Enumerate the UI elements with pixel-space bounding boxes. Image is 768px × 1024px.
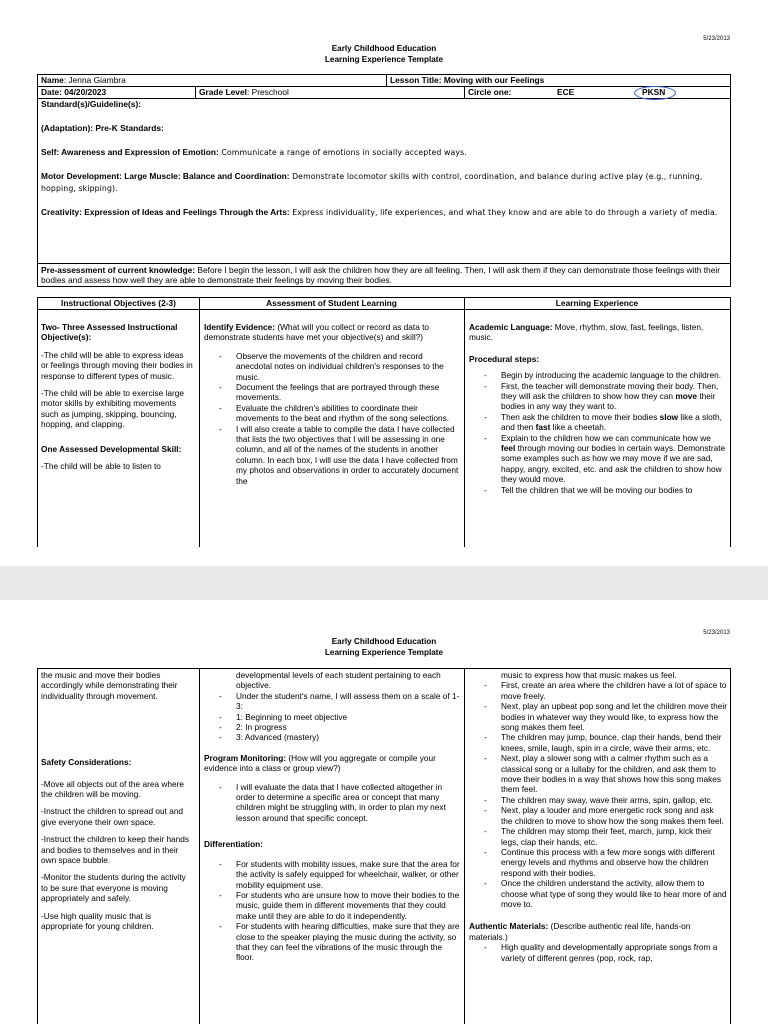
doc-title-line2: Learning Experience Template [324,648,444,657]
list-item: - The children may jump, bounce, clap their hands, bend their knees, smile, laugh, spin in a circle, wave their arms, etc. [469,732,727,753]
identify-evidence: Identify Evidence: (What will you collect or record as data to demonstrate students have met your objective(s) and skill?) [204,322,430,343]
pksn-circle-mark [634,86,676,100]
experience-column [469,322,727,547]
objectives-column [41,322,193,547]
objectives-heading: Two- Three Assessed Instructional Objective(s): [41,322,178,343]
list-item: - Observe the movements of the children and record anecdotal notes on individual children's responses to the music. [204,351,461,382]
materials-list [469,942,727,963]
list-item: - I will also create a table to compile the data I have collected that lists the two objectives that I will be assessing in one column, and all of the names of the students in another column. In each box, I will use the data I have collected from my photos and observations in order to accurately document the [204,424,461,486]
experience-continued: music to express how that music makes us feel. [501,670,677,680]
preassessment-box [37,263,731,287]
objective-item: -The child will be able to express ideas or feelings through moving their bodies in response to different types of music. [41,349,193,381]
list-item: - 2: In progress [204,722,461,732]
list-item: - Evaluate the children's abilities to coordinate their movements to the beat and rhythm of the song selections. [204,403,461,424]
academic-language: Academic Language: Move, rhythm, slow, fast, feelings, listen, music. [469,322,704,343]
circle-one-label: Circle one: [468,87,512,97]
list-item: - For students who are unsure how to move their bodies to the music, guide them in different movements that they could make until they are able to do it independently. [204,890,461,921]
list-item: - Next, play a louder and more energetic rock song and ask the children to move to show how the song makes them feel. [469,805,727,826]
assessment-continued: developmental levels of each student pertaining to each objective. [236,670,441,691]
doc-title-line1: Early Childhood Education [331,637,437,646]
doc-title-line2: Learning Experience Template [324,55,444,64]
procedural-steps-heading: Procedural steps: [469,353,540,364]
circle-option-ece: ECE [557,87,575,97]
procedural-steps-list [469,370,727,495]
list-item: - Begin by introducing the academic language to the children. [469,370,727,380]
list-item: - The children may sway, wave their arms, spin, gallop, etc. [469,795,727,805]
safety-heading: Safety Considerations: [41,757,132,768]
doc-title-line1: Early Childhood Education [331,44,437,53]
experience-column [469,670,727,1024]
standard-item: Creativity: Expression of Ideas and Feelings Through the Arts: Express individuality, life experiences, and what they know and are able to do through a variety of media. [41,207,718,218]
list-item: - Next, play an upbeat pop song and let the children move their bodies in whatever way they would like, to express how the song makes them feel. [469,701,727,732]
objectives-column [41,670,193,1024]
grade-level: Grade Level: Preschool [199,87,289,97]
list-item: - First, the teacher will demonstrate moving their body. Then, they will ask the children to show how they can move their bodies in any way they want to. [469,381,727,412]
authentic-materials: Authentic Materials: (Describe authentic real life, hands-on materials.) [469,921,691,942]
list-item: - Continue this process with a few more songs with different energy levels and rhythms and observe how the children respond with their bodies. [469,847,727,878]
adaptation-heading: (Adaptation): Pre-K Standards: [41,123,164,134]
developmental-skill-heading: One Assessed Developmental Skill: [41,443,182,454]
standard-item: Motor Development: Large Muscle: Balance and Coordination: Demonstrate locomotor skills with control, coordination, and balance during active play (e.g., running, hopping, skipping). [41,171,703,193]
date-field: Date: 04/20/2023 [41,87,107,97]
list-item: - Then ask the children to move their bodies slow like a sloth, and then fast like a cheetah. [469,412,727,433]
list-item: - Once the children understand the activity, allow them to choose what type of song they would like to hear more of and move to. [469,878,727,909]
column-header-experience: Learning Experience [555,298,639,308]
list-item: - Tell the children that we will be moving our bodies to [469,485,727,495]
procedural-steps-list [469,680,727,909]
scale-list [204,691,461,743]
lesson-info-box [37,74,731,287]
evidence-list [204,351,461,486]
safety-item: -Monitor the students during the activity to be sure that everyone is moving appropriately and safely. [41,872,186,904]
document-page-2 [0,600,768,1024]
objectives-table-continued [37,668,731,1024]
objective-item: -The child will be able to exercise large motor skills by exhibiting movements such as jumping, skipping, bouncing, hopping, and clapping. [41,388,184,430]
column-header-objectives: Instructional Objectives (2-3) [61,298,176,308]
differentiation-heading: Differentiation: [204,839,263,850]
list-item: - Next, play a slower song with a calmer rhythm such as a classical song or a lullaby for the children, and ask them to move their bodies in a way that shows how this song makes them feel. [469,753,727,795]
safety-item: -Instruct the children to keep their hands and bodies to themselves and in their own space bubble. [41,834,190,866]
program-monitoring: Program Monitoring: (How will you aggregate or compile your evidence into a class or group view?) [204,752,436,774]
standards-section [41,99,729,231]
date-stamp: 5/23/2013 [703,36,730,42]
developmental-skill-item: -The child will be able to listen to [41,461,161,472]
safety-item: -Instruct the children to spread out and give everyone their own space. [41,806,184,827]
standards-heading: Standard(s)/Guideline(s): [41,99,142,109]
safety-item: -Move all objects out of the area where the children will be moving. [41,778,184,800]
list-item: - The children may stomp their feet, march, jump, kick their legs, clap their hands, etc. [469,826,727,847]
date-stamp: 5/23/2013 [703,630,730,636]
objective-continued: the music and move their bodies accordingly while demonstrating their individuality through movement. [41,670,178,701]
circle-option-pksn: PKSN [642,87,666,97]
objectives-table [37,297,731,547]
list-item: - Explain to the children how we can communicate how we feel through moving our bodies in certain ways. Demonstrate some examples such as how we may move if we are sad, happy, angry, excited, etc. and ask the children to show how they would move. [469,433,727,485]
list-item: - For students with hearing difficulties, make sure that they are close to the speaker playing the music during the activity, so that they can feel the vibrations of the music through the floor. [204,921,461,963]
lesson-title: Lesson Title: Moving with our Feelings [390,75,545,85]
list-item: - Document the feelings that are portrayed through these movements. [204,382,461,403]
list-item: - 3: Advanced (mastery) [204,732,461,742]
list-item: - Under the student's name, I will assess them on a scale of 1-3: [204,691,461,712]
safety-item: -Use high quality music that is appropriate for young children. [41,910,154,932]
list-item: - First, create an area where the children have a lot of space to move freely. [469,680,727,701]
standard-item: Self: Awareness and Expression of Emotion: Communicate a range of emotions in socially accepted ways. [41,146,467,157]
differentiation-list [204,859,461,963]
list-item: - 1: Beginning to meet objective [204,712,461,722]
name-field: Name: Jenna Giambra [41,75,126,85]
list-item: - High quality and developmentally appropriate songs from a variety of different genres (pop, rock, rap, [469,942,727,963]
column-header-assessment: Assessment of Student Learning [266,298,397,308]
list-item: - For students with mobility issues, make sure that the area for the activity is safely equipped for wheelchair, walker, or other mobility equipment use. [204,859,461,890]
assessment-column [204,322,461,547]
monitoring-list [204,782,461,824]
preassessment-text: Pre-assessment of current knowledge: Before I begin the lesson, I will ask the children how they are all feeling. Then, I will ask them if they can demonstrate those feelings with their bodies and assess how well they are able to demonstrate their feelings by moving their bodies. [41,265,721,286]
assessment-column [204,670,461,1024]
list-item: - I will evaluate the data that I have collected altogether in order to determine a specific area or concept that many children might be struggling with, in order to plan my next lesson around that specific concept. [204,782,461,824]
